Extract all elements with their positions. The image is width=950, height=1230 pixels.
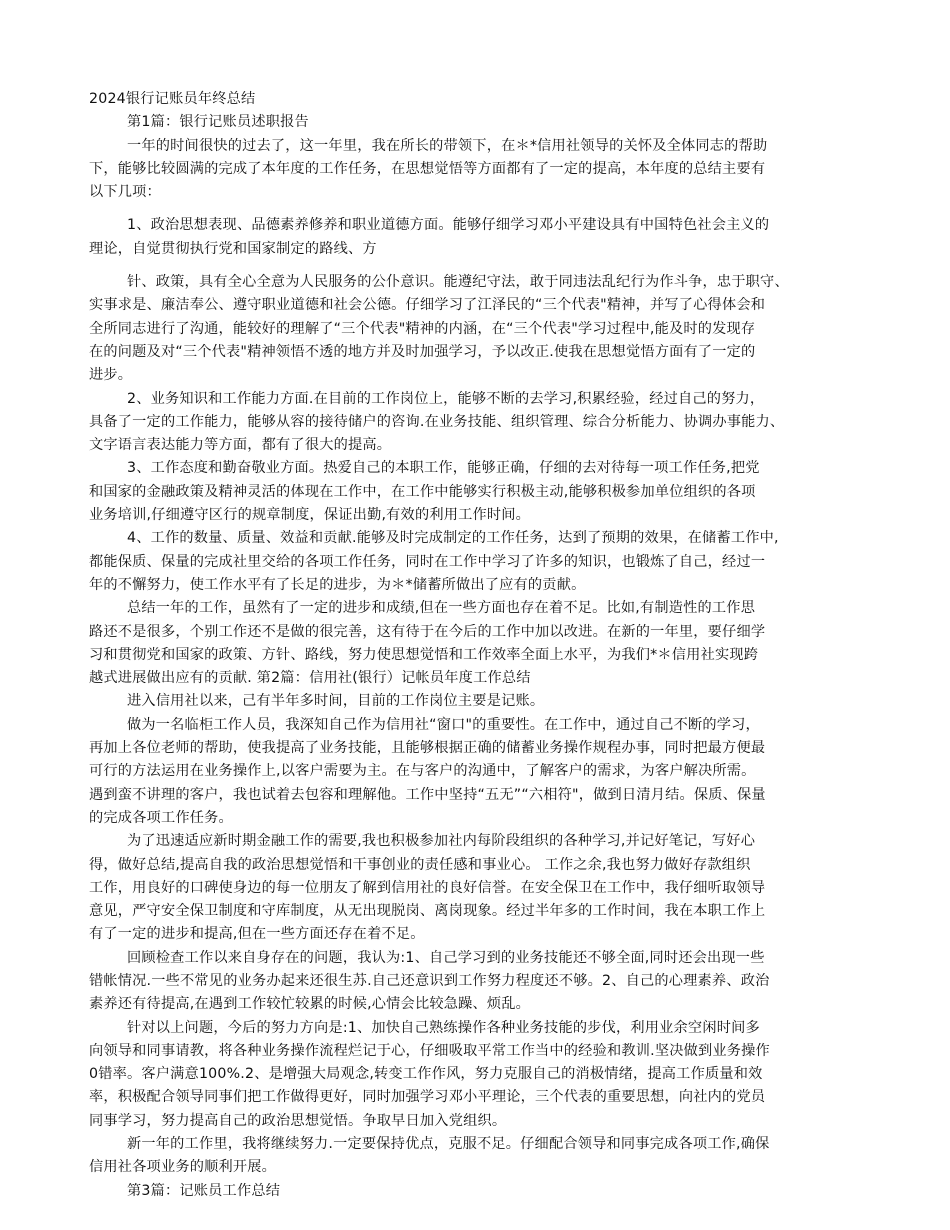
text-line: 年的不懈努力，使工作水平有了长足的进步，为＊*储蓄所做出了应有的贡献。	[89, 576, 586, 593]
text-line: 进步。	[89, 367, 133, 384]
text-line: 以下几项：	[89, 184, 161, 201]
text-line: 越式进展做出应有的贡献. 第2篇：信用社(银行）记帐员年度工作总结	[89, 670, 531, 687]
document-body	[89, 111, 869, 1203]
text-line: 同事学习，努力提高自己的政治思想觉悟。争取早日加入党组织。	[89, 1112, 507, 1129]
text-line: 1、政治思想表现、品德素养修养和职业道德方面。能够仔细学习邓小平建设具有中国特色社会主义的	[127, 217, 770, 234]
text-line: 文字语言表达能力等方面，都有了很大的提高。	[89, 437, 392, 454]
text-line: 做为一名临柜工作人员，我深知自己作为信用社“窗口"的重要性。在工作中，通过自己不断的学习，	[127, 716, 760, 733]
document-title: 2024银行记账员年终总结	[89, 91, 256, 107]
text-line: 一年的时间很快的过去了，这一年里，我在所长的带领下，在＊*信用社领导的关怀及全体同志的帮助	[127, 137, 768, 154]
text-line: 新一年的工作里，我将继续努力.一定要保持优点，克服不足。仔细配合领导和同事完成各项工作,确保	[127, 1136, 770, 1153]
text-line: 实事求是、廉洁奉公、遵守职业道德和社会公德。仔细学习了江泽民的“三个代表"精神，并写了心得体会和	[89, 297, 766, 314]
text-line: 理论，自觉贯彻执行党和国家制定的路线、方	[89, 240, 377, 257]
text-line: 遇到蛮不讲理的客户，我也试着去包容和理解他。工作中坚持“五无”“六相符"，做到日清月结。保质、保量	[89, 786, 766, 803]
text-line: 3、工作态度和勤奋敬业方面。热爱自己的本职工作，能够正确，仔细的去对待每一项工作任务,把党	[127, 460, 760, 477]
text-line: 4、工作的数量、质量、效益和贡献.能够及时完成制定的工作任务，达到了预期的效果，在储蓄工作中,	[127, 530, 779, 547]
text-line: 为了迅速适应新时期金融工作的需要,我也积极参加社内每阶段组织的各种学习,并记好笔记，写好心	[127, 833, 756, 850]
paragraph-gap	[89, 261, 869, 271]
text-line: 向领导和同事请教，将各种业务操作流程烂记于心，仔细吸取平常工作当中的经验和教训.坚决做到业务操作	[89, 1042, 770, 1059]
text-line: 针、政策，具有全心全意为人民服务的公仆意识。能遵纪守法，敢于同违法乱纪行为作斗争，忠于职守、	[127, 274, 789, 291]
text-line: 都能保质、保量的完成社里交给的各项工作任务，同时在工作中学习了许多的知识，也锻炼了自己，经过一	[89, 553, 766, 570]
text-line: 回顾检查工作以来自身存在的问题，我认为:1、自己学习到的业务技能还不够全面,同时还会出现一些	[127, 949, 765, 966]
text-line: 习和贯彻党和国家的政策、方针、路线，努力使思想觉悟和工作效率全面上水平，为我们*＊信用社实现跨	[89, 646, 759, 663]
text-line: 下，能够比较圆满的完成了本年度的工作任务，在思想觉悟等方面都有了一定的提高，本年度的总结主要有	[89, 160, 766, 177]
text-line: 全所同志进行了沟通，能较好的理解了“三个代表"精神的内涵，在“三个代表"学习过程中,能及时的发现存	[89, 320, 756, 337]
text-line: 可行的方法运用在业务操作上,以客户需要为主。在与客户的沟通中，了解客户的需求，为客户解决所需。	[89, 763, 756, 780]
text-line: 总结一年的工作，虽然有了一定的进步和成绩,但在一些方面也存在着不足。比如,有制造性的工作思	[127, 600, 756, 617]
text-line: 意见，严守安全保卫制度和守库制度，从无出现脱岗、离岗现象。经过半年多的工作时间，我在本职工作上	[89, 903, 766, 920]
text-line: 信用社各项业务的顺利开展。	[89, 1159, 277, 1176]
text-line: 针对以上问题，今后的努力方向是:1、加快自己熟练操作各种业务技能的步伐，利用业余空闲时间多	[127, 1019, 760, 1036]
text-line: 在的问题及对“三个代表"精神领悟不透的地方并及时加强学习，予以改正.使我在思想觉悟方面有了一定的	[89, 343, 756, 360]
text-line: 工作，用良好的口碑使身边的每一位朋友了解到信用社的良好信誉。在安全保卫在工作中，我仔细听取领导	[89, 879, 766, 896]
text-line: 进入信用社以来，己有半年多时间，目前的工作岗位主要是记账。	[127, 693, 545, 710]
text-line: 和国家的金融政策及精神灵活的体现在工作中，在工作中能够实行积极主动,能够积极参加单位组织的各项	[89, 483, 756, 500]
text-line: 错帐情况.一些不常见的业务办起来还很生苏.自己还意识到工作努力程度还不够。2、自己的心理素养、政治	[89, 972, 770, 989]
text-line: 第1篇：银行记账员述职报告	[127, 114, 309, 131]
text-line: 2、业务知识和工作能力方面.在目前的工作岗位上，能够不断的去学习,积累经验，经过自己的努力，	[127, 390, 765, 407]
document-page	[89, 88, 869, 1203]
text-line: 路还不是很多，个别工作还不是做的很完善，这有待于在今后的工作中加以改进。在新的一年里，要仔细学	[89, 623, 766, 640]
text-line: 的完成各项工作任务。	[89, 809, 233, 826]
text-line: 业务培训,仔细遵守区行的规章制度，保证出勤,有效的利用工作时间。	[89, 507, 531, 524]
text-line: 有了一定的进步和提高,但在一些方面还存在着不足。	[89, 926, 425, 943]
paragraph-gap	[89, 204, 869, 214]
text-line: 素养还有待提高,在遇到工作较忙较累的时候,心情会比较急躁、烦乱。	[89, 996, 531, 1013]
text-line: 具备了一定的工作能力，能够从容的接待储户的咨询.在业务技能、组织管理、综合分析能力、协调办事能力、	[89, 413, 785, 430]
text-line: 第3篇：记账员工作总结	[127, 1182, 281, 1199]
text-line: 再加上各位老师的帮助，使我提高了业务技能，且能够根据正确的储蓄业务操作规程办事，同时把最方便最	[89, 740, 766, 757]
text-line: 得，做好总结,提高自我的政治思想觉悟和干事创业的责任感和事业心。 工作之余,我也努力做好存款组织	[89, 856, 751, 873]
text-line: 0错率。客户满意100%.2、是增强大局观念,转变工作作风，努力克服自己的消极情绪，提高工作质量和效	[89, 1066, 763, 1083]
text-line: 率，积极配合领导同事们把工作做得更好，同时加强学习邓小平理论，三个代表的重要思想，向社内的党员	[89, 1089, 766, 1106]
